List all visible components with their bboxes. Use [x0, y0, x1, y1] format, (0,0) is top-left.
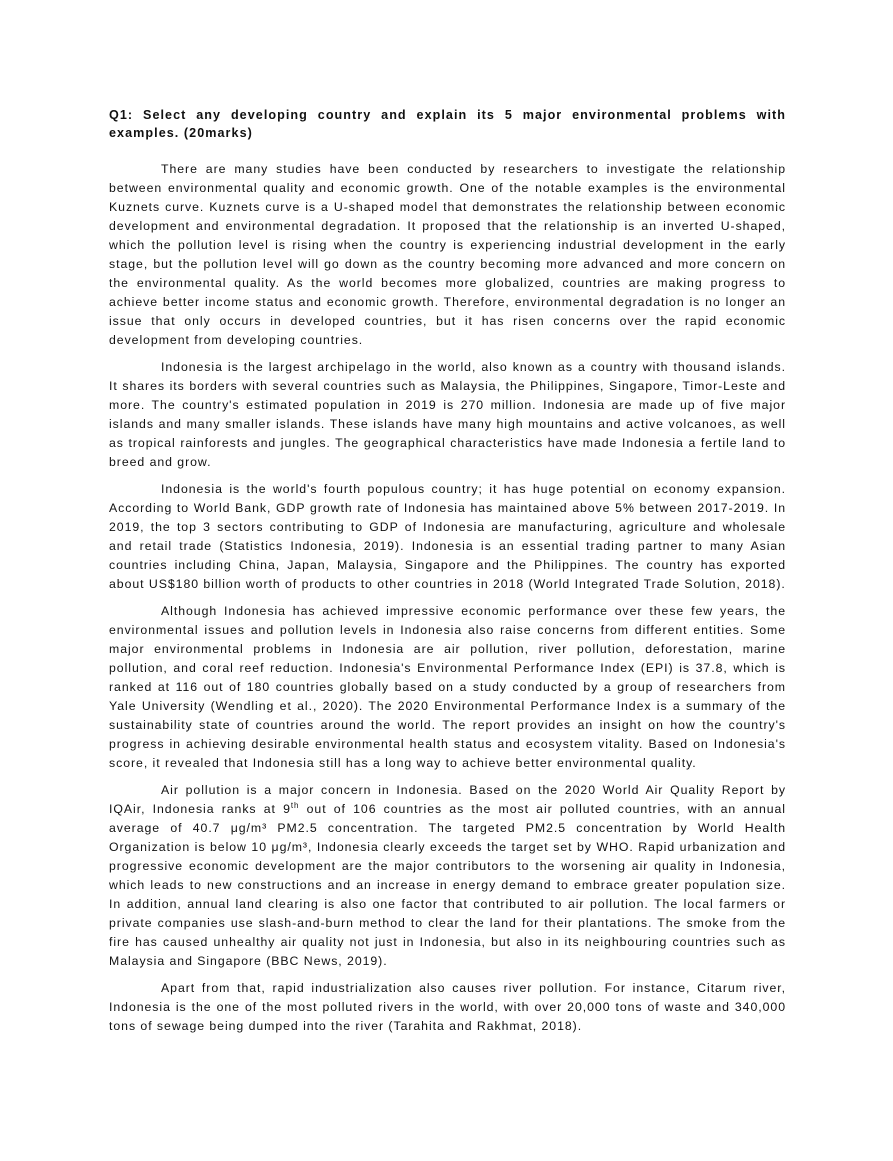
paragraph-environmental-issues: Although Indonesia has achieved impressive economic performance over these few years, the environmental issues and pollution levels in Indonesia also raise concerns from different entities. Some major environmental problems in Indonesia are air pollution, river pollution, deforestation, marine pollution, and coral reef reduction. Indonesia's Environmental Performance Index (EPI) is 37.8, which is ranked at 116 out of 180 countries globally based on a study conducted by a group of researchers from Yale University (Wendling et al., 2020). The 2020 Environmental Performance Index is a summary of the sustainability state of countries around the world. The report provides an insight on how the country's progress in achieving desirable environmental health status and ecosystem vitality. Based on Indonesia's score, it revealed that Indonesia still has a long way to achieve better environmental quality.: [109, 604, 786, 770]
paragraph-indonesia-geography: Indonesia is the largest archipelago in the world, also known as a country with thousand islands. It shares its borders with several countries such as Malaysia, the Philippines, Singapore, Timor-Leste and more. The country's estimated population in 2019 is 270 million. Indonesia are made up of five major islands and many smaller islands. These islands have many high mountains and active volcanoes, as well as tropical rainforests and jungles. The geographical characteristics have made Indonesia a fertile land to breed and grow.: [109, 360, 786, 469]
paragraph-river-pollution: Apart from that, rapid industrialization also causes river pollution. For instance, Citarum river, Indonesia is the one of the most polluted rivers in the world, with over 20,000 tons of waste and 340,000 tons of sewage being dumped into the river (Tarahita and Rakhmat, 2018).: [109, 981, 786, 1033]
paragraph-kuznets-curve: There are many studies have been conducted by researchers to investigate the relationship between environmental quality and economic growth. One of the notable examples is the environmental Kuznets curve. Kuznets curve is a U-shaped model that demonstrates the relationship between economic development and environmental degradation. It proposed that the relationship is an inverted U-shaped, which the pollution level is rising when the country is experiencing industrial development in the early stage, but the pollution level will go down as the country becoming more advanced and more concern on the environmental quality. As the world becomes more globalized, countries are making progress to achieve better income status and economic growth. Therefore, environmental degradation is no longer an issue that only occurs in developed countries, but it has risen concerns over the rapid economic development from developing countries.: [109, 162, 786, 347]
document-page: [109, 106, 786, 1044]
air-pollution-text-start: Air pollution is a major concern in Indonesia. Based on the 2020 World Air Quality Report by IQAir, Indonesia ranks at 9: [109, 783, 786, 816]
ordinal-superscript: th: [290, 801, 300, 810]
paragraph-indonesia-economy: Indonesia is the world's fourth populous country; it has huge potential on economy expansion. According to World Bank, GDP growth rate of Indonesia has maintained above 5% between 2017-2019. In 2019, the top 3 sectors contributing to GDP of Indonesia are manufacturing, agriculture and wholesale and retail trade (Statistics Indonesia, 2019). Indonesia is an essential trading partner to many Asian countries including China, Japan, Malaysia, Singapore and the Philippines. The country has exported about US$180 billion worth of products to other countries in 2018 (World Integrated Trade Solution, 2018).: [109, 482, 786, 591]
paragraph-air-pollution: [109, 781, 786, 971]
air-pollution-text-end: out of 106 countries as the most air polluted countries, with an annual average of 40.7 μg/m³ PM2.5 concentration. The targeted PM2.5 concentration by World Health Organization is below 10 μg/m³, Indonesia clearly exceeds the target set by WHO. Rapid urbanization and progressive economic development are the major contributors to the worsening air quality in Indonesia, which leads to new constructions and an increase in energy demand to embrace greater population size. In addition, annual land clearing is also one factor that contributed to air pollution. The local farmers or private companies use slash-and-burn method to clear the land for their plantations. The smoke from the fire has caused unhealthy air quality not just in Indonesia, but also in its neighbouring countries such as Malaysia and Singapore (BBC News, 2019).: [109, 802, 786, 968]
question-heading: Q1: Select any developing country and explain its 5 major environmental problems with examples. (20marks): [109, 108, 786, 140]
